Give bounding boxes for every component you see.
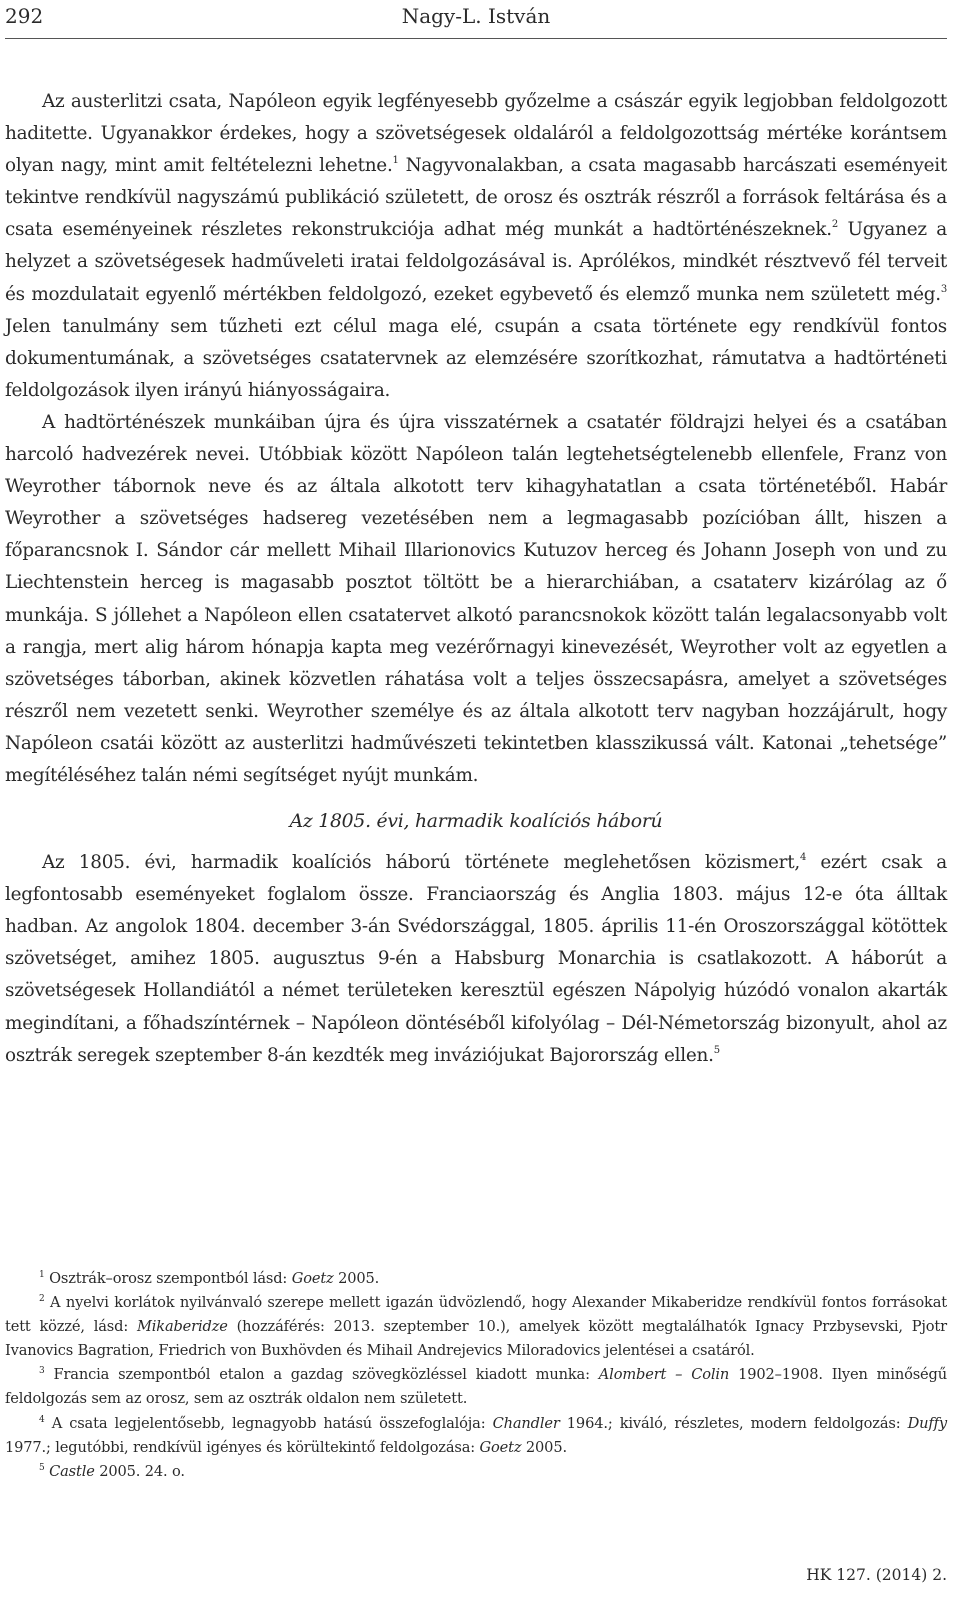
paragraph-2: A hadtörténészek munkáiban újra és újra visszatérnek a csatatér földrajzi helyei és a csatában harcoló hadvezérek nevei. Utóbbiak között Napóleon talán legtehetségtelenebb ellenfele, Franz von Weyrother tábornok neve és az általa alkotott terv kihagyhatatlan a csata történetéből. Habár Weyrother a szövetséges hadsereg vezetésében nem a legmagasabb pozícióban állt, hiszen a főparancsnok I. Sándor cár mellett Mihail Illarionovics Kutuzov herceg és Johann Joseph von und zu Liechtenstein herceg is magasabb posztot töltött be a hierarchiában, a csataterv kizárólag az ő munkája. S jóllehet a Napóleon ellen csatatervet alkotó parancsnokok között talán legalacsonyabb volt a rangja, mert alig három hónapja kapta meg vezérőrnagyi kinevezését, Weyrother volt az egyetlen a szövetséges táborban, akinek közvetlen ráhatása volt a teljes összecsapásra, amelyet a szövetséges részről nem vezetett senki. Weyrother személye és az általa alkotott terv nagyban hozzájárult, hogy Napóleon csatái között az austerlitzi hadművészeti tekintetben klasszikussá vált. Katonai „tehetsége” megítéléséhez talán némi segítséget nyújt munkám. xyxy=(5,411,947,786)
footnote-ref-5[interactable]: 5 xyxy=(713,1044,720,1056)
footnote-ref-4[interactable]: 4 xyxy=(799,852,807,864)
footnote-1: $^1$ Osztrák–orosz szempontból lásd: Goetz 2005. xyxy=(39,1270,380,1287)
page-number: 292 xyxy=(5,4,44,28)
running-head-author: Nagy-L. István xyxy=(401,4,551,28)
footnotes xyxy=(5,1267,947,1484)
footnote-5: $^5$ Castle 2005. 24. o. xyxy=(39,1462,185,1480)
paragraph-1: Az austerlitzi csata, Napóleon egyik legfényesebb győzelme a császár egyik legjobban feldolgozott haditette. Ugyanakkor érdekes, hogy a szövetségesek oldaláról a feldolgozottság mértéke korántsem olyan nagy, mint amit feltételezni lehetne.$^1$ Nagyvonalakban, a csata magasabb harcászati eseményeit tekintve rendkívül nagyszámú publikáció született, de orosz és osztrák részről a források feltárása és a csata eseményeinek részletes rekonstrukciója adhat még munkát a hadtörténészeknek.$^2$ Ugyanez a helyzet a szövetségesek hadműveleti iratai feldolgozásával is. Aprólékos, mindkét résztvevő fél terveit és mozdulatait egyenlő mértékben feldolgozó, ezeket egybevető és elemző munka nem született még.$^3$ Jelen tanulmány sem tűzheti ezt célul maga elé, csupán a csata története egy rendkívül fontos dokumentumának, a szövetséges csatatervnek az elemzésére szorítkozhat, rámutatva a hadtörténeti feldolgozások ilyen irányú hiányosságaira. xyxy=(5,91,948,401)
footnote-4: $^4$ A csata legjelentősebb, legnagyobb hatású összefoglalója: Chandler 1964.; kiváló, részletes, modern feldolgozás: Duffy 1977.; legutóbbi, rendkívül igényes és körültekintő feldolgozása: Goetz 2005. xyxy=(5,1414,947,1456)
footnote-ref-1[interactable]: 1 xyxy=(392,155,399,167)
footnote-ref-2[interactable]: 2 xyxy=(831,219,838,231)
footnote-ref-3[interactable]: 3 xyxy=(940,283,947,295)
paragraph-3: Az 1805. évi, harmadik koalíciós háború története meglehetősen közismert,$^4$ ezért csak a legfontosabb eseményeket foglalom össze. Franciaország és Anglia 1803. május 12-e óta álltak hadban. Az angolok 1804. december 3-án Svédországgal, 1805. április 11-én Oroszországgal kötöttek szövetséget, amihez 1805. augusztus 9-én a Habsburg Monarchia is csatlakozott. A háborút a szövetségesek Hollandiától a német területeken keresztül egészen Nápolyig húzódó vonalon akarták megindítani, a főhadszíntérnek – Napóleon döntéséből kifolyólag – Dél-Németország bizonyult, ahol az osztrák seregek szeptember 8-án kezdték meg inváziójukat Bajorország ellen.$^5$ xyxy=(5,852,947,1066)
journal-footer: HK 127. (2014) 2. xyxy=(806,1566,947,1584)
main-text xyxy=(5,86,947,1072)
running-header xyxy=(5,4,947,39)
section-heading: Az 1805. évi, harmadik koalíciós háború xyxy=(289,811,663,833)
footnote-2: $^2$ A nyelvi korlátok nyilvánvaló szerepe mellett igazán üdvözlendő, hogy Alexander Mikaberidze rendkívül fontos forrásokat tett közzé, lásd: Mikaberidze (hozzáférés: 2013. szeptember 10.), amelyek között megtalálhatók Ignacy Przbysevski, Pjotr Ivanovics Bagration, Friedrich von Buxhövden és Mihail Andrejevics Miloradovics jelentései a csatáról. xyxy=(5,1294,947,1360)
footnote-3: $^3$ Francia szempontból etalon a gazdag szövegközléssel kiadott munka: Alombert – Colin 1902–1908. Ilyen minőségű feldolgozás sem az orosz, sem az osztrák oldalon nem született. xyxy=(5,1366,947,1408)
